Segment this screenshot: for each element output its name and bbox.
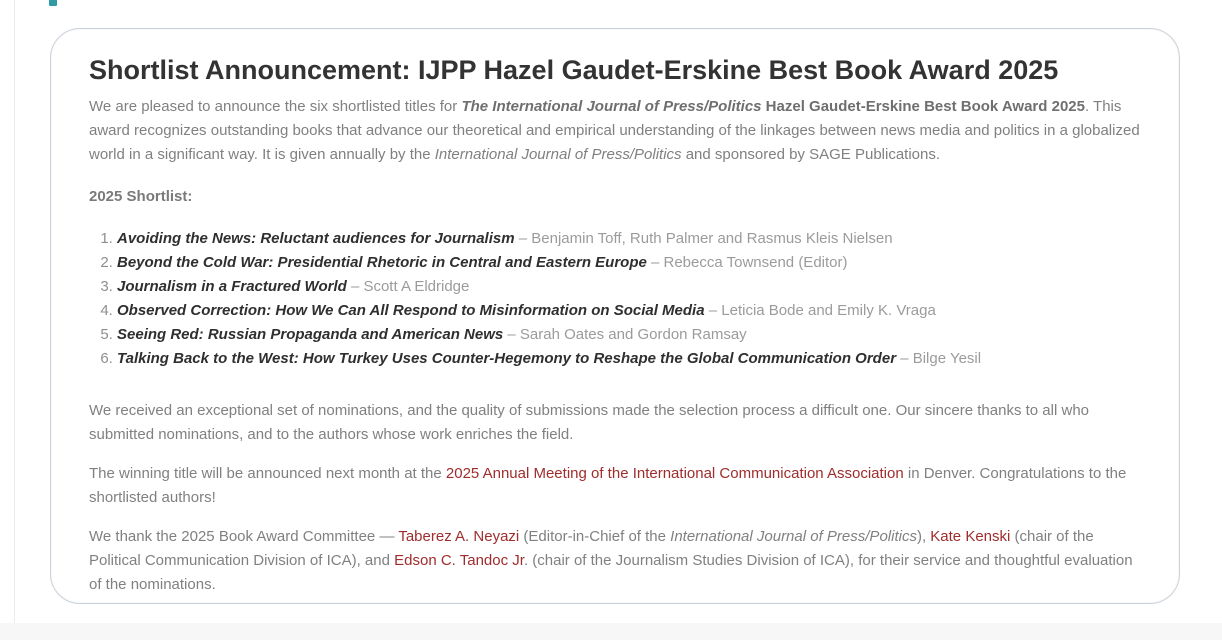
text-segment: in Denver. Congratulations to the shortlisted authors! [89,465,1127,506]
winner-announcement-paragraph [89,462,1143,510]
book-title: Avoiding the News: Reluctant audiences for Journalism [117,230,515,247]
text-segment: (chair of the Political Communication Division of ICA), and [89,528,1094,569]
book-authors: – Sarah Oates and Gordon Ramsay [503,326,747,343]
book-title: Talking Back to the West: How Turkey Uses Counter-Hegemony to Reshape the Global Communication Order [117,350,897,367]
list-item [117,323,1143,347]
book-authors: – Rebecca Townsend (Editor) [646,254,848,271]
list-item [117,347,1143,371]
list-item [117,275,1143,299]
book-authors: – Leticia Bode and Emily K. Vraga [704,302,936,319]
text-segment: (Editor-in-Chief of the [519,528,671,545]
clipped-header-link-fragment[interactable] [49,0,57,6]
text-segment: We received an exceptional set of nominations, and the quality of submissions made the selection process a difficult one. Our sincere thanks to all who submitted nominations, and to the authors whose work enriches the field. [89,402,1089,443]
book-authors: – Benjamin Toff, Ruth Palmer and Rasmus Kleis Nielsen [514,230,893,247]
text-segment: Hazel Gaudet-Erskine Best Book Award 2025 [761,98,1085,115]
text-link[interactable]: Taberez A. Neyazi [398,528,520,545]
announcement-card [50,28,1180,604]
nominations-paragraph [89,399,1143,447]
shortlist-heading: 2025 Shortlist: [89,188,193,205]
text-segment: International Journal of Press/Politics [434,146,682,163]
list-item [117,251,1143,275]
book-title: Beyond the Cold War: Presidential Rhetoric in Central and Eastern Europe [117,254,647,271]
list-item [117,227,1143,251]
book-authors: – Bilge Yesil [896,350,982,367]
book-authors: – Scott A Eldridge [346,278,470,295]
committee-paragraph [89,525,1143,597]
text-link[interactable]: Edson C. Tandoc Jr [394,552,524,569]
text-segment: International Journal of Press/Politics [670,528,917,545]
text-segment: We thank the 2025 Book Award Committee — [89,528,399,545]
text-segment: . This award recognizes outstanding books that advance our theoretical and empirical understanding of the linkages between news media and politics in a globalized world in a significant way. It is given annually by the [89,98,1140,163]
book-title: Seeing Red: Russian Propaganda and American News [117,326,504,343]
text-link[interactable]: 2025 Annual Meeting of the International Communication Association [445,465,904,482]
page-title: Shortlist Announcement: IJPP Hazel Gaudet-Erskine Best Book Award 2025 [89,55,1059,85]
shortlist [89,227,1143,371]
text-segment: . (chair of the Journalism Studies Division of ICA), for their service and thoughtful evaluation of the nominations. [89,552,1133,593]
text-segment: ), [916,528,931,545]
page-footer-strip [0,623,1222,640]
intro-paragraph [89,95,1143,167]
text-link[interactable]: Kate Kenski [930,528,1011,545]
page-edge-divider [14,0,15,640]
text-segment: We are pleased to announce the six shortlisted titles for [89,98,462,115]
book-title: Journalism in a Fractured World [117,278,347,295]
book-title: Observed Correction: How We Can All Respond to Misinformation on Social Media [117,302,705,319]
text-segment: The winning title will be announced next month at the [89,465,446,482]
text-segment: The International Journal of Press/Politics [461,98,762,115]
list-item [117,299,1143,323]
text-segment: and sponsored by SAGE Publications. [681,146,941,163]
